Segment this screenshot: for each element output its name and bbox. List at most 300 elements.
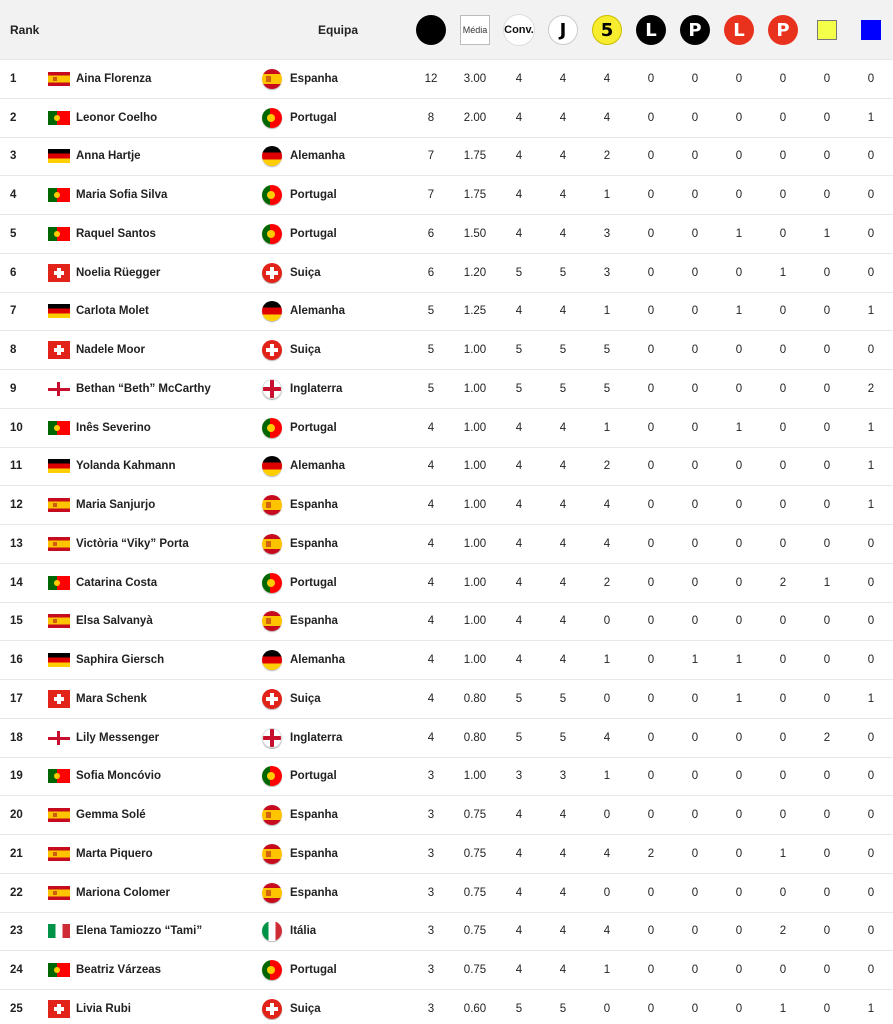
team-cell[interactable] [262, 728, 342, 748]
stat-cell-5: 0 [647, 344, 655, 357]
table-header [0, 0, 893, 60]
table-row[interactable] [0, 564, 893, 603]
stat-cell-6: 0 [691, 847, 699, 860]
player-cell[interactable] [48, 382, 211, 396]
stat-cell-1: 1.00 [463, 615, 487, 628]
stat-cell-10: 0 [867, 886, 875, 899]
stat-cell-2: 5 [515, 382, 523, 395]
player-name[interactable]: Anna Hartje [76, 150, 141, 163]
player-cell[interactable] [48, 769, 161, 783]
stat-cell-2: 5 [515, 731, 523, 744]
table-row[interactable] [0, 486, 893, 525]
blue-card-icon[interactable] [851, 13, 891, 47]
table-body [0, 60, 893, 1024]
stat-cell-5: 0 [647, 460, 655, 473]
stat-cell-1: 1.00 [463, 499, 487, 512]
team-name[interactable]: Espanha [290, 886, 338, 899]
team-cell[interactable] [262, 456, 345, 476]
stat-cell-1: 0.60 [463, 1003, 487, 1016]
flag-ch-icon [48, 341, 70, 359]
stat-cell-1: 1.20 [463, 266, 487, 279]
stat-cell-8: 0 [779, 615, 787, 628]
yellow-card-icon[interactable] [807, 13, 847, 47]
player-cell[interactable] [48, 653, 164, 667]
player-name[interactable]: Victòria “Viky” Porta [76, 537, 189, 550]
stat-cell-3: 4 [559, 421, 567, 434]
stat-cell-3: 4 [559, 925, 567, 938]
stat-cell-6: 0 [691, 382, 699, 395]
stat-cell-1: 2.00 [463, 111, 487, 124]
stat-cell-7: 0 [735, 847, 743, 860]
player-name[interactable]: Noelia Rüegger [76, 266, 161, 279]
stat-cell-8: 0 [779, 305, 787, 318]
flag-es-icon [48, 498, 70, 512]
stat-cell-8: 0 [779, 382, 787, 395]
flag-es-icon [48, 72, 70, 86]
team-cell[interactable] [262, 805, 338, 825]
p-red-icon[interactable]: P [763, 13, 803, 47]
stat-cell-2: 5 [515, 692, 523, 705]
player-name[interactable]: Nadele Moor [76, 344, 146, 357]
l-black-icon[interactable]: L [631, 13, 671, 47]
table-row[interactable] [0, 680, 893, 719]
stat-cell-2: 4 [515, 305, 523, 318]
player-name[interactable]: Lily Messenger [76, 731, 160, 744]
team-name[interactable]: Portugal [290, 770, 337, 783]
stat-cell-7: 1 [735, 692, 743, 705]
stat-cell-8: 0 [779, 770, 787, 783]
stat-cell-4: 5 [603, 344, 611, 357]
stat-cell-4: 4 [603, 847, 611, 860]
convocations-icon[interactable]: Conv. [499, 13, 539, 47]
team-name[interactable]: Alemanha [290, 654, 345, 667]
stat-cell-1: 1.00 [463, 382, 487, 395]
player-name[interactable]: Saphira Giersch [76, 654, 165, 667]
stat-cell-9: 0 [823, 421, 831, 434]
table-row[interactable] [0, 254, 893, 293]
flag-es-icon [48, 886, 70, 900]
team-name[interactable]: Portugal [290, 227, 337, 240]
stat-cell-10: 0 [867, 809, 875, 822]
player-cell[interactable] [48, 924, 202, 938]
player-name[interactable]: Leonor Coelho [76, 111, 158, 124]
table-row[interactable] [0, 409, 893, 448]
team-cell[interactable] [262, 301, 345, 321]
team-cell[interactable] [262, 844, 338, 864]
stat-cell-9: 0 [823, 499, 831, 512]
stat-cell-4: 1 [603, 770, 611, 783]
stat-cell-10: 0 [867, 925, 875, 938]
stat-cell-6: 0 [691, 499, 699, 512]
stat-cell-1: 1.00 [463, 770, 487, 783]
table-row[interactable] [0, 719, 893, 758]
player-name[interactable]: Livia Rubi [76, 1003, 131, 1016]
team-badge-pt-icon [262, 960, 282, 980]
table-row[interactable] [0, 641, 893, 680]
team-cell[interactable] [262, 224, 337, 244]
rank-cell: 25 [10, 1003, 23, 1016]
player-name[interactable]: Raquel Santos [76, 227, 156, 240]
stat-cell-0: 4 [427, 731, 435, 744]
stat-cell-4: 1 [603, 964, 611, 977]
stat-cell-10: 0 [867, 189, 875, 202]
flag-ch-icon [48, 264, 70, 282]
stat-cell-7: 0 [735, 150, 743, 163]
table-row[interactable] [0, 215, 893, 254]
rank-cell: 11 [10, 460, 23, 473]
table-row[interactable] [0, 293, 893, 332]
team-badge-ch-icon [262, 689, 282, 709]
stat-cell-3: 4 [559, 150, 567, 163]
stat-cell-2: 4 [515, 576, 523, 589]
team-name[interactable]: Portugal [290, 576, 337, 589]
goals-ball-icon[interactable] [411, 13, 451, 47]
stat-cell-6: 0 [691, 615, 699, 628]
team-name[interactable]: Inglaterra [290, 731, 343, 744]
stat-cell-7: 0 [735, 537, 743, 550]
stat-cell-8: 1 [779, 1003, 787, 1016]
rank-cell: 3 [10, 150, 17, 163]
stat-cell-5: 0 [647, 227, 655, 240]
stat-cell-0: 4 [427, 537, 435, 550]
team-cell[interactable] [262, 689, 321, 709]
player-name[interactable]: Sofia Moncóvio [76, 770, 161, 783]
stat-cell-3: 4 [559, 227, 567, 240]
flag-es-icon [48, 808, 70, 822]
table-row[interactable] [0, 370, 893, 409]
team-name[interactable]: Alemanha [290, 460, 345, 473]
team-cell[interactable] [262, 379, 342, 399]
table-row[interactable] [0, 758, 893, 797]
player-cell[interactable] [48, 421, 151, 435]
team-name[interactable]: Alemanha [290, 305, 345, 318]
starting-five-icon[interactable]: 5 [587, 13, 627, 47]
player-name[interactable]: Aina Florenza [76, 72, 152, 85]
stat-cell-5: 0 [647, 692, 655, 705]
player-name[interactable]: Mariona Colomer [76, 886, 170, 899]
player-name[interactable]: Inês Severino [76, 421, 151, 434]
table-row[interactable] [0, 448, 893, 487]
stat-cell-0: 4 [427, 460, 435, 473]
stat-cell-9: 1 [823, 227, 831, 240]
stat-cell-2: 4 [515, 537, 523, 550]
team-name[interactable]: Inglaterra [290, 382, 343, 395]
stat-cell-8: 0 [779, 809, 787, 822]
player-name[interactable]: Beatriz Várzeas [76, 964, 162, 977]
stat-cell-3: 4 [559, 499, 567, 512]
stat-cell-1: 1.00 [463, 576, 487, 589]
player-cell[interactable] [48, 227, 156, 241]
rank-header[interactable]: Rank [10, 22, 40, 37]
flag-en-icon [48, 731, 70, 745]
stat-cell-10: 0 [867, 150, 875, 163]
player-cell[interactable] [48, 963, 161, 977]
team-name[interactable]: Suiça [290, 266, 321, 279]
player-cell[interactable] [48, 1000, 131, 1018]
stat-cell-7: 0 [735, 382, 743, 395]
table-row[interactable] [0, 99, 893, 138]
rank-cell: 13 [10, 537, 23, 550]
team-badge-es-icon [262, 883, 282, 903]
stat-cell-10: 0 [867, 615, 875, 628]
player-cell[interactable] [48, 537, 189, 551]
team-badge-es-icon [262, 495, 282, 515]
stat-cell-4: 0 [603, 692, 611, 705]
stat-cell-2: 4 [515, 460, 523, 473]
team-badge-es-icon [262, 611, 282, 631]
team-cell[interactable] [262, 611, 338, 631]
rank-cell: 1 [10, 72, 17, 85]
stat-cell-2: 4 [515, 189, 523, 202]
flag-en-icon [48, 382, 70, 396]
stat-cell-0: 4 [427, 576, 435, 589]
player-name[interactable]: Marta Piquero [76, 847, 153, 860]
team-cell[interactable] [262, 883, 338, 903]
stat-cell-1: 0.75 [463, 847, 487, 860]
player-name[interactable]: Mara Schenk [76, 692, 147, 705]
table-row[interactable] [0, 874, 893, 913]
player-cell[interactable] [48, 886, 170, 900]
player-cell[interactable] [48, 731, 159, 745]
player-name[interactable]: Elena Tamiozzo “Tami” [76, 925, 203, 938]
team-name[interactable]: Portugal [290, 189, 337, 202]
stat-cell-0: 6 [427, 266, 435, 279]
team-badge-es-icon [262, 69, 282, 89]
table-row[interactable] [0, 990, 893, 1024]
stat-cell-6: 0 [691, 692, 699, 705]
rank-cell: 16 [10, 654, 23, 667]
team-name[interactable]: Portugal [290, 421, 337, 434]
stat-cell-6: 0 [691, 72, 699, 85]
table-row[interactable] [0, 913, 893, 952]
stat-cell-8: 0 [779, 227, 787, 240]
team-cell[interactable] [262, 418, 337, 438]
team-name[interactable]: Espanha [290, 72, 338, 85]
player-cell[interactable] [48, 188, 167, 202]
stat-cell-2: 4 [515, 809, 523, 822]
player-cell[interactable] [48, 690, 147, 708]
rank-cell: 8 [10, 344, 17, 357]
stat-cell-1: 0.75 [463, 886, 487, 899]
player-cell[interactable] [48, 847, 153, 861]
games-played-icon[interactable]: J [543, 13, 583, 47]
stat-cell-1: 1.00 [463, 537, 487, 550]
stat-cell-10: 1 [867, 460, 875, 473]
stat-cell-3: 4 [559, 886, 567, 899]
team-cell[interactable] [262, 999, 321, 1019]
stat-cell-0: 3 [427, 964, 435, 977]
stat-cell-7: 0 [735, 1003, 743, 1016]
team-name[interactable]: Espanha [290, 499, 338, 512]
stat-cell-4: 1 [603, 654, 611, 667]
stat-cell-6: 0 [691, 227, 699, 240]
team-cell[interactable] [262, 960, 337, 980]
team-cell[interactable] [262, 921, 316, 941]
table-row[interactable] [0, 951, 893, 990]
stat-cell-7: 0 [735, 964, 743, 977]
stat-cell-4: 0 [603, 1003, 611, 1016]
rank-cell: 9 [10, 382, 17, 395]
stat-cell-9: 0 [823, 111, 831, 124]
stat-cell-10: 1 [867, 499, 875, 512]
stat-cell-0: 3 [427, 770, 435, 783]
table-row[interactable] [0, 138, 893, 177]
stat-cell-2: 5 [515, 344, 523, 357]
stat-cell-3: 5 [559, 731, 567, 744]
stat-cell-7: 0 [735, 615, 743, 628]
team-cell[interactable] [262, 263, 321, 283]
stat-cell-10: 1 [867, 111, 875, 124]
stat-cell-7: 1 [735, 421, 743, 434]
stat-cell-10: 0 [867, 731, 875, 744]
stat-cell-10: 0 [867, 654, 875, 667]
team-cell[interactable] [262, 108, 337, 128]
stat-cell-2: 4 [515, 886, 523, 899]
stat-cell-0: 8 [427, 111, 435, 124]
team-cell[interactable] [262, 69, 338, 89]
stat-cell-9: 0 [823, 847, 831, 860]
team-name[interactable]: Portugal [290, 964, 337, 977]
stat-cell-5: 0 [647, 964, 655, 977]
stat-cell-4: 4 [603, 499, 611, 512]
team-cell[interactable] [262, 146, 345, 166]
team-badge-de-icon [262, 146, 282, 166]
stat-cell-3: 4 [559, 964, 567, 977]
stat-cell-6: 0 [691, 809, 699, 822]
team-cell[interactable] [262, 766, 337, 786]
flag-pt-icon [48, 769, 70, 783]
player-name[interactable]: Maria Sofia Silva [76, 189, 168, 202]
team-name[interactable]: Itália [290, 925, 317, 938]
stat-cell-2: 4 [515, 654, 523, 667]
stat-cell-10: 2 [867, 382, 875, 395]
player-cell[interactable] [48, 264, 160, 282]
table-row[interactable] [0, 603, 893, 642]
stat-cell-6: 0 [691, 305, 699, 318]
stat-cell-10: 0 [867, 537, 875, 550]
player-name[interactable]: Elsa Salvanyà [76, 615, 153, 628]
stat-cell-8: 0 [779, 421, 787, 434]
flag-pt-icon [48, 188, 70, 202]
team-name[interactable]: Suiça [290, 1003, 321, 1016]
stat-cell-5: 0 [647, 1003, 655, 1016]
player-name[interactable]: Yolanda Kahmann [76, 460, 176, 473]
stat-cell-0: 6 [427, 227, 435, 240]
stat-cell-1: 1.00 [463, 460, 487, 473]
average-icon[interactable]: Média [455, 13, 495, 47]
player-cell[interactable] [48, 498, 155, 512]
stat-cell-6: 0 [691, 964, 699, 977]
team-cell[interactable] [262, 534, 338, 554]
player-name[interactable]: Maria Sanjurjo [76, 499, 156, 512]
player-cell[interactable] [48, 576, 157, 590]
team-name[interactable]: Espanha [290, 847, 338, 860]
l-red-icon[interactable]: L [719, 13, 759, 47]
stat-cell-8: 0 [779, 654, 787, 667]
table-row[interactable] [0, 60, 893, 99]
team-header[interactable]: Equipa [318, 22, 359, 37]
table-row[interactable] [0, 796, 893, 835]
stat-cell-9: 0 [823, 886, 831, 899]
player-name[interactable]: Catarina Costa [76, 576, 158, 589]
table-row[interactable] [0, 331, 893, 370]
stat-cell-5: 0 [647, 189, 655, 202]
player-cell[interactable] [48, 614, 153, 628]
team-cell[interactable] [262, 185, 337, 205]
rank-cell: 17 [10, 692, 23, 705]
stat-cell-0: 3 [427, 886, 435, 899]
table-row[interactable] [0, 525, 893, 564]
table-row[interactable] [0, 176, 893, 215]
stat-cell-3: 4 [559, 809, 567, 822]
team-badge-pt-icon [262, 766, 282, 786]
stat-cell-8: 0 [779, 964, 787, 977]
player-cell[interactable] [48, 341, 145, 359]
stat-cell-1: 3.00 [463, 72, 487, 85]
stat-cell-1: 0.80 [463, 692, 487, 705]
stat-cell-7: 1 [735, 227, 743, 240]
stat-cell-2: 4 [515, 150, 523, 163]
stat-cell-9: 0 [823, 925, 831, 938]
team-name[interactable]: Alemanha [290, 150, 345, 163]
stat-cell-2: 3 [515, 770, 523, 783]
team-cell[interactable] [262, 340, 321, 360]
player-cell[interactable] [48, 808, 146, 822]
flag-ch-icon [48, 690, 70, 708]
team-cell[interactable] [262, 650, 345, 670]
team-badge-en-icon [262, 728, 282, 748]
team-cell[interactable] [262, 573, 337, 593]
player-name[interactable]: Carlota Molet [76, 305, 149, 318]
stat-cell-5: 0 [647, 809, 655, 822]
table-row[interactable] [0, 835, 893, 874]
flag-de-icon [48, 459, 70, 473]
team-name[interactable]: Suiça [290, 692, 321, 705]
stat-cell-10: 0 [867, 344, 875, 357]
stat-cell-8: 2 [779, 576, 787, 589]
rank-cell: 19 [10, 770, 23, 783]
team-name[interactable]: Suiça [290, 344, 321, 357]
stat-cell-5: 0 [647, 421, 655, 434]
stat-cell-0: 7 [427, 150, 435, 163]
team-name[interactable]: Portugal [290, 111, 337, 124]
stat-cell-8: 0 [779, 460, 787, 473]
team-name[interactable]: Espanha [290, 537, 338, 550]
player-cell[interactable] [48, 304, 149, 318]
stat-cell-2: 5 [515, 266, 523, 279]
p-black-icon[interactable]: P [675, 13, 715, 47]
team-badge-es-icon [262, 805, 282, 825]
player-cell[interactable] [48, 149, 141, 163]
stat-cell-9: 2 [823, 731, 831, 744]
player-cell[interactable] [48, 111, 157, 125]
stat-cell-7: 1 [735, 654, 743, 667]
stat-cell-4: 1 [603, 421, 611, 434]
team-name[interactable]: Espanha [290, 615, 338, 628]
flag-es-icon [48, 537, 70, 551]
player-cell[interactable] [48, 72, 151, 86]
stat-cell-1: 0.80 [463, 731, 487, 744]
stat-cell-10: 0 [867, 266, 875, 279]
player-cell[interactable] [48, 459, 175, 473]
player-name[interactable]: Gemma Solé [76, 809, 146, 822]
stat-cell-6: 0 [691, 1003, 699, 1016]
team-name[interactable]: Espanha [290, 809, 338, 822]
stat-cell-2: 4 [515, 964, 523, 977]
player-name[interactable]: Bethan “Beth” McCarthy [76, 382, 211, 395]
stat-cell-3: 5 [559, 266, 567, 279]
team-cell[interactable] [262, 495, 338, 515]
